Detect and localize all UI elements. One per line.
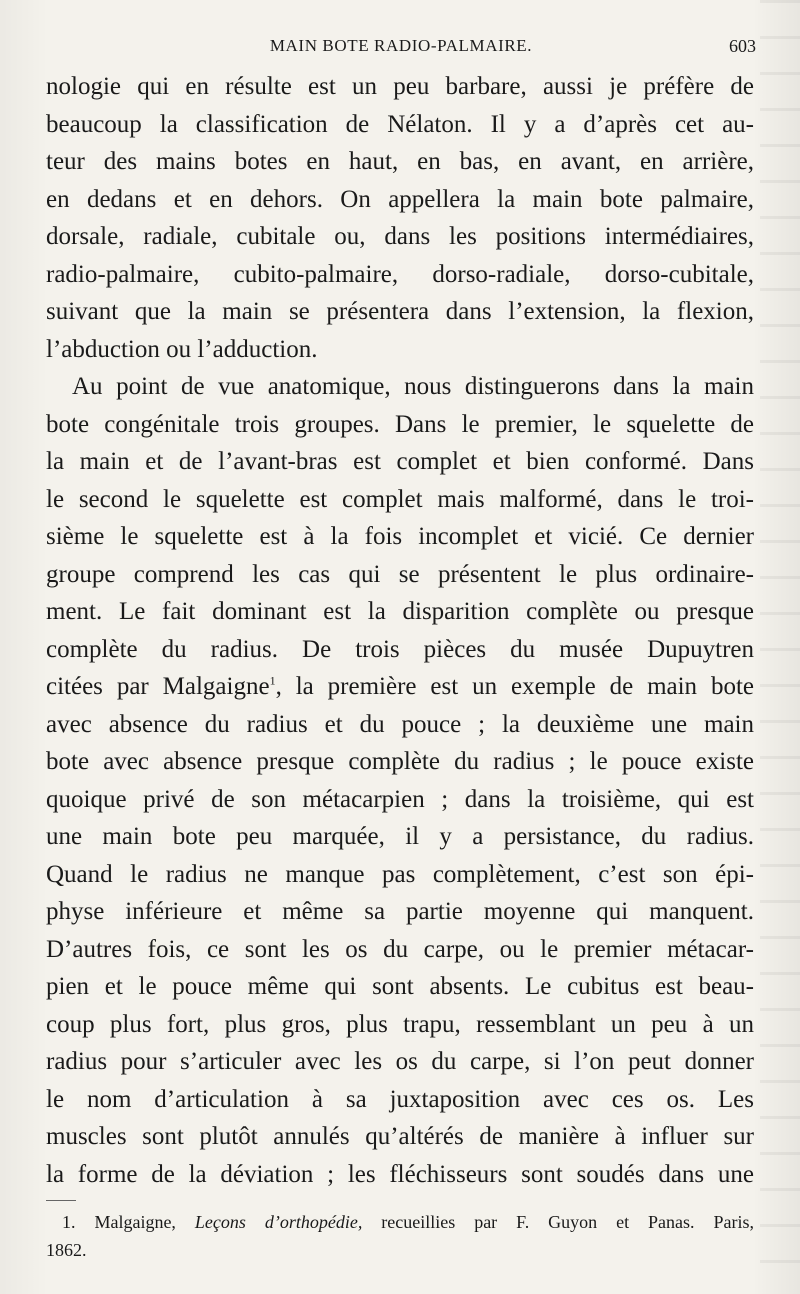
body-text (46, 68, 754, 1193)
text-line: la forme de la déviation ; les fléchisseurs sont soudés dans une (46, 1160, 754, 1188)
running-title: MAIN BOTE RADIO-PALMAIRE. (269, 36, 533, 55)
show-through-shadow (760, 0, 800, 1294)
text-line: pien et le pouce même qui sont absents. Le cubitus est beau- (46, 973, 754, 1000)
text-line: coup plus fort, plus gros, plus trapu, ressemblant un peu à un (46, 1010, 754, 1038)
text-line: le second le squelette est complet mais malformé, dans le troi- (46, 485, 754, 513)
page-number: 603 (729, 36, 756, 56)
text-line: groupe comprend les cas qui se présentent le plus ordinaire- (46, 560, 754, 588)
text-line: la main et de l’avant-bras est complet et bien conformé. Dans (46, 448, 754, 475)
footnote-number: 1. (62, 1212, 76, 1232)
text-line: sième le squelette est à la fois incomplet et vicié. Ce dernier (46, 523, 754, 550)
text-line: une main bote peu marquée, il y a persistance, du radius. (46, 823, 754, 850)
text-line: Quand le radius ne manque pas complètement, c’est son épi- (46, 860, 754, 888)
footnote-author: Malgaigne, (94, 1212, 176, 1232)
text-line: bote congénitale trois groupes. Dans le premier, le squelette de (46, 410, 754, 438)
text-line: suivant que la main se présentera dans l’extension, la flexion, (46, 298, 754, 325)
text-line: en dedans et en dehors. On appellera la main bote palmaire, (46, 185, 754, 213)
text-line: complète du radius. De trois pièces du musée Dupuytren (46, 635, 754, 663)
text-line: D’autres fois, ce sont les os du carpe, ou le premier métacar- (46, 935, 754, 963)
footnotes (46, 1208, 754, 1264)
text-line: ment. Le fait dominant est la disparition complète ou presque (46, 598, 754, 625)
text-line: dorsale, radiale, cubitale ou, dans les positions intermédiaires, (46, 223, 754, 250)
text-line: l’abduction ou l’adduction. (46, 335, 318, 363)
footnote-line: 1862. (46, 1240, 87, 1260)
text-segment: , la première est un exemple de main bote (275, 673, 754, 700)
text-line: le nom d’articulation à sa juxtaposition avec ces os. Les (46, 1085, 754, 1113)
text-line: teur des mains botes en haut, en bas, en avant, en arrière, (46, 148, 754, 175)
text-line: beaucoup la classification de Nélaton. Il y a d’après cet au- (46, 110, 754, 138)
text-line: muscles sont plutôt annulés qu’altérés de manière à influer sur (46, 1123, 754, 1150)
text-line: bote avec absence presque complète du radius ; le pouce existe (46, 748, 754, 775)
page-header (46, 34, 756, 58)
text-segment: citées par Malgaigne (46, 673, 270, 700)
text-line: quoique privé de son métacarpien ; dans la troisième, qui est (46, 785, 754, 813)
footnote-marker: 1 (269, 673, 276, 688)
text-line-with-footnote-ref (46, 668, 754, 706)
footnote-title: Leçons d’orthopédie, (194, 1212, 363, 1232)
footnote-divider (46, 1200, 76, 1201)
text-line: nologie qui en résulte est un peu barbare, aussi je préfère de (46, 73, 754, 100)
text-line: radio-palmaire, cubito-palmaire, dorso-radiale, dorso-cubitale, (46, 260, 754, 288)
footnote-text: recueillies par F. Guyon et Panas. Paris, (381, 1212, 754, 1232)
footnote-line (46, 1208, 754, 1236)
text-line: radius pour s’articuler avec les os du carpe, si l’on peut donner (46, 1048, 754, 1075)
text-line: Au point de vue anatomique, nous distinguerons dans la main (72, 373, 754, 400)
text-line: physe inférieure et même sa partie moyenne qui manquent. (46, 898, 754, 925)
text-line: avec absence du radius et du pouce ; la deuxième une main (46, 710, 754, 738)
